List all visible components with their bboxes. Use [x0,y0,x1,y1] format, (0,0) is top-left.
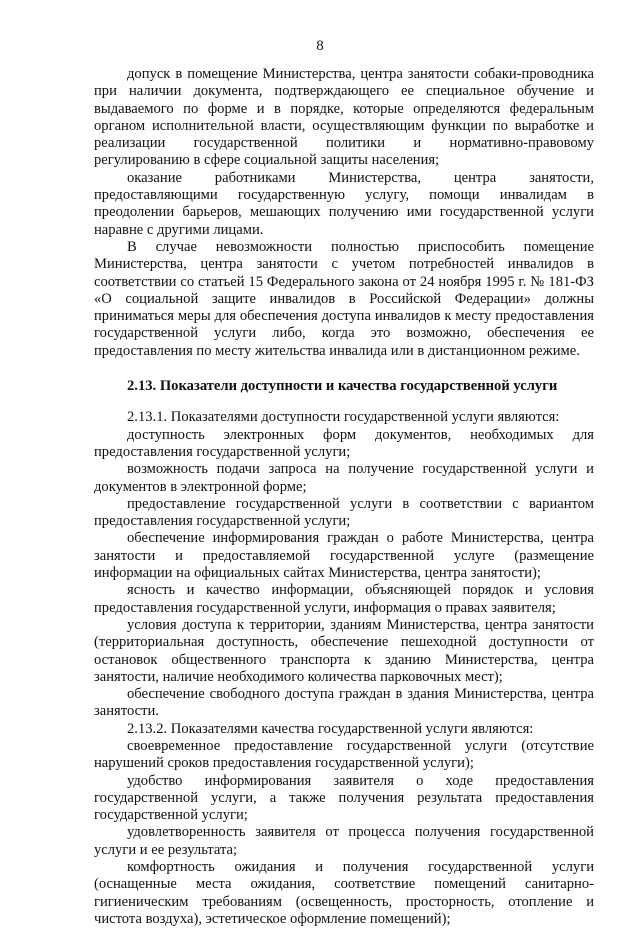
list-item: удобство информирования заявителя о ходе предоставления государственной услуги, а также получения результата предоставления государственной услуги; [94,772,594,824]
list-item: возможность подачи запроса на получение государственной услуги и документов в электронной форме; [94,461,594,495]
page-number: 8 [316,38,324,54]
paragraph: 2.13.1. Показателями доступности государственной услуги являются: [127,409,560,426]
section-heading: 2.13. Показатели доступности и качества государственной услуги [127,378,558,395]
list-item: комфортность ожидания и получения государственной услуги (оснащенные места ожидания, соответствие помещений санитарно-гигиеническим требованиям (освещенность, просторность, отопление и чистота воздуха), эстетическое оформление помещений); [94,859,594,927]
paragraph: 2.13.2. Показателями качества государственной услуги являются: [127,720,534,737]
list-item: удовлетворенность заявителя от процесса получения государственной услуги и ее результата; [94,824,594,858]
list-item: доступность электронных форм документов, необходимых для предоставления государственной услуги; [94,426,594,460]
page-body [94,66,594,928]
list-item: ясность и качество информации, объясняющей порядок и условия предоставления государственной услуги, информация о правах заявителя; [94,582,594,616]
list-item: предоставление государственной услуги в соответствии с вариантом предоставления государственной услуги; [94,495,594,530]
paragraph: оказание работниками Министерства, центра занятости, предоставляющими государственную услугу, помощи инвалидам в преодолении барьеров, мешающих получению ими государственной услуги наравне с другими лицами. [94,169,594,238]
list-item: условия доступа к территории, зданиям Министерства, центра занятости (территориальная доступность, обеспечение пешеходной доступности от остановок общественного транспорта к зданию Министерства, центра занятости, наличие необходимого количества парковочных мест); [94,616,594,685]
list-item: своевременное предоставление государственной услуги (отсутствие нарушений сроков предоставления государственной услуги); [94,737,594,772]
list-item: обеспечение свободного доступа граждан в здания Министерства, центра занятости. [94,686,594,720]
paragraph: В случае невозможности полностью приспособить помещение Министерства, центра занятости с учетом потребностей инвалидов в соответствии со статьей 15 Федерального закона от 24 ноября 1995 г. № 181-ФЗ «О социальной защите инвалидов в Российской Федерации» должны приниматься меры для обеспечения доступа инвалидов к месту предоставления государственной услуги либо, когда это возможно, обеспечения ее предоставления по месту жительства инвалида или в дистанционном режиме. [94,238,594,359]
list-item: обеспечение информирования граждан о работе Министерства, центра занятости и предоставляемой государственной услуге (размещение информации на официальных сайтах Министерства, центра занятости); [94,530,594,582]
paragraph: допуск в помещение Министерства, центра занятости собаки-проводника при наличии документа, подтверждающего ее специальное обучение и выдаваемого по форме и в порядке, которые определяются федеральным органом исполнительной власти, осуществляющим функции по выработке и реализации государственной политики и нормативно-правовому регулированию в сфере социальной защиты населения; [94,66,594,169]
